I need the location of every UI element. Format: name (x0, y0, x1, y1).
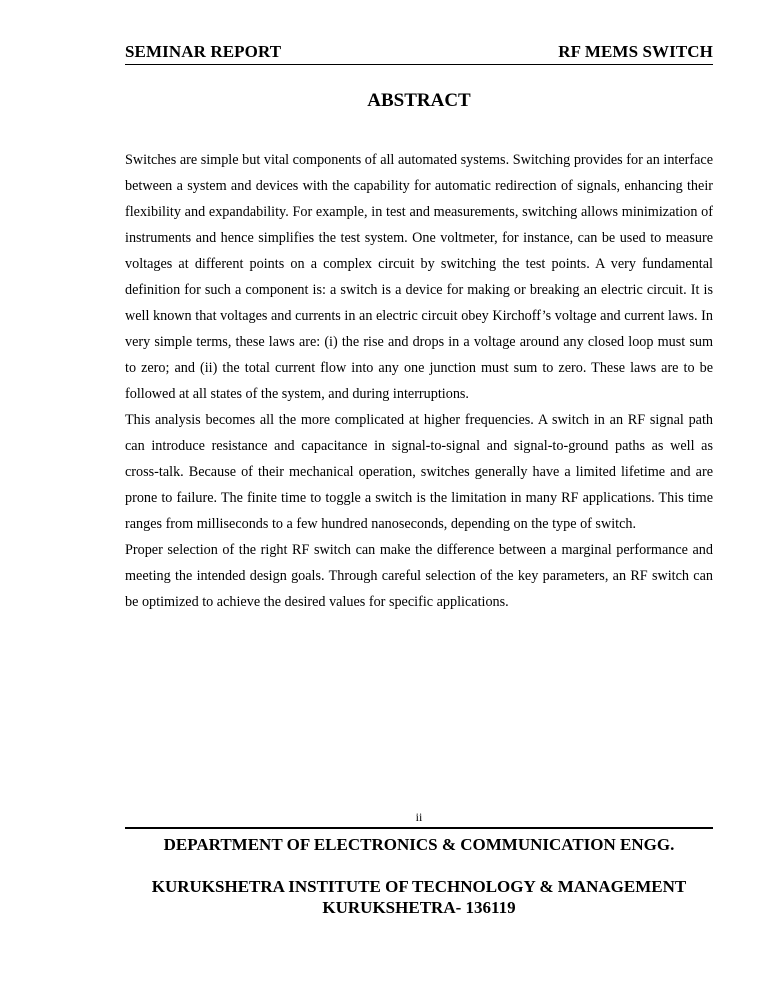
abstract-paragraph-2: This analysis becomes all the more complicated at higher frequencies. A switch in an RF signal path can introduce resistance and capacitance in signal-to-signal and signal-to-ground paths as well as cross-talk. Because of their mechanical operation, switches generally have a limited lifetime and are prone to failure. The finite time to toggle a switch is the limitation in many RF applications. This time ranges from milliseconds to a few hundred nanoseconds, depending on the type of switch. (125, 412, 713, 532)
header-report-type: SEMINAR REPORT (125, 42, 282, 61)
running-header (125, 40, 713, 65)
footer-location: KURUKSHETRA- 136119 (322, 898, 516, 917)
page-number: ii (415, 810, 423, 824)
footer-department: DEPARTMENT OF ELECTRONICS & COMMUNICATION ENGG. (163, 835, 675, 854)
abstract-paragraph-1: Switches are simple but vital components of all automated systems. Switching provides for an interface between a system and devices with the capability for automatic redirection of signals, enhancing their flexibility and expandability. For example, in test and measurements, switching allows minimization of instruments and hence simplifies the test system. One voltmeter, for instance, can be used to measure voltages at different points on a complex circuit by switching the test points. A very fundamental definition for such a component is: a switch is a device for making or breaking an electric circuit. It is well known that voltages and currents in an electric circuit obey Kirchoff’s voltage and current laws. In very simple terms, these laws are: (i) the rise and drops in a voltage around any closed loop must sum to zero; and (ii) the total current flow into any one junction must sum to zero. These laws are to be followed at all states of the system, and during interruptions. (125, 152, 713, 402)
header-topic: RF MEMS SWITCH (558, 42, 713, 61)
footer-divider (125, 827, 713, 829)
section-title: ABSTRACT (367, 90, 471, 111)
abstract-paragraph-3: Proper selection of the right RF switch can make the difference between a marginal performance and meeting the intended design goals. Through careful selection of the key parameters, an RF switch can be optimized to achieve the desired values for specific applications. (125, 542, 713, 610)
footer-institute-block (125, 876, 713, 918)
footer-institute: KURUKSHETRA INSTITUTE OF TECHNOLOGY & MANAGEMENT (151, 877, 687, 896)
abstract-body (125, 147, 713, 615)
